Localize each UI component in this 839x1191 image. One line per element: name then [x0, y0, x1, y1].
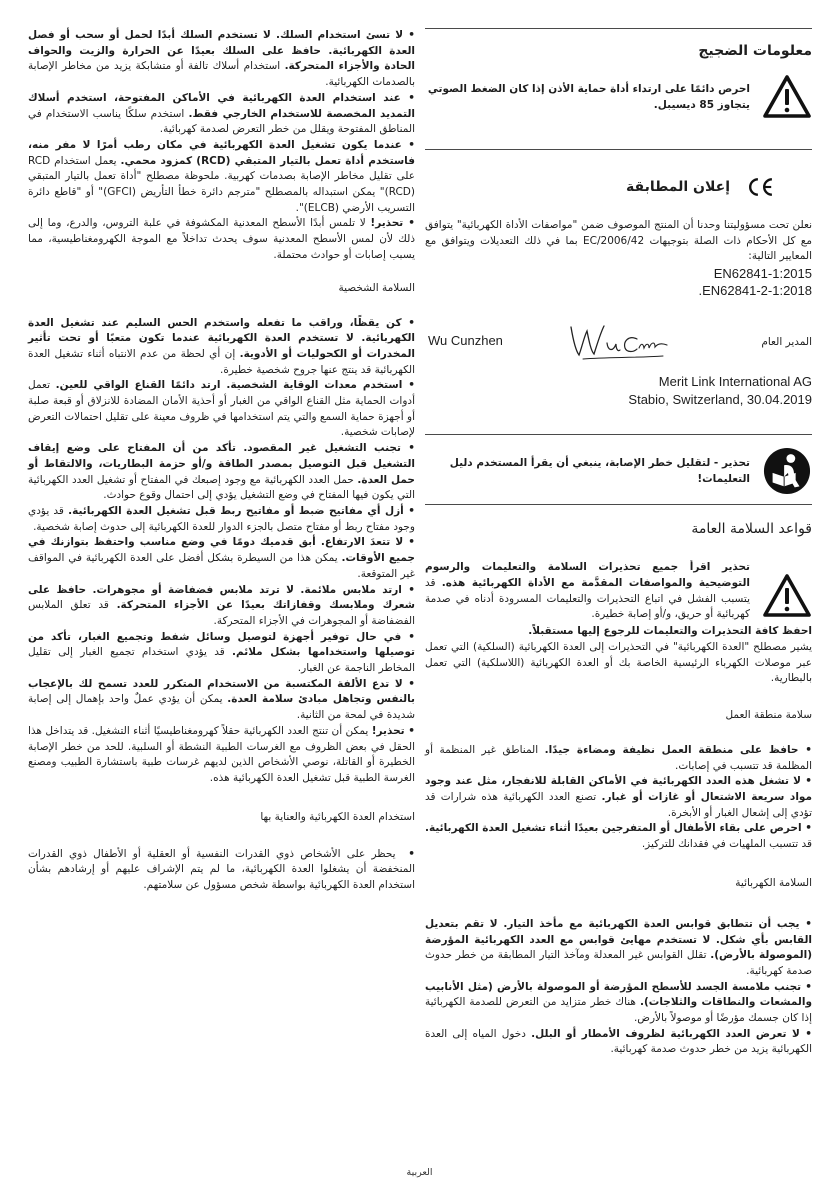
list-item — [425, 821, 812, 852]
work-area-list — [425, 743, 812, 853]
personal-safety-list — [28, 316, 415, 787]
item-bold: لا تعرض العدد الكهربائية لظروف الأمطار أو البلل. — [531, 1027, 800, 1040]
work-area-safety-heading: سلامة منطقة العمل — [725, 708, 812, 721]
item-bold: احرص على بقاء الأطفال أو المتفرجين بعيدًا أثناء تشغيل العدة الكهربائية. — [425, 822, 802, 835]
item-text: إن أي لحظة من عدم الانتباه أثناء تشغيل العدة الكهربائية قد ينتج عنها جروح شخصية خطيرة. — [28, 347, 415, 376]
item-bold: عند استخدام العدة الكهربائية في الأماكن المفتوحة، استخدم أسلاك التمديد المخصصة للاستخدام الخارجي فقط. — [28, 91, 415, 120]
list-item — [28, 28, 415, 91]
list-item — [425, 980, 812, 1027]
item-bold: استخدم معدات الوقاية الشخصية. ارتد دائمًا القناع الواقي للعين. — [55, 379, 403, 392]
manual-warning — [425, 447, 812, 495]
warning-triangle-icon — [762, 572, 812, 620]
item-text: قد يؤدي استخدام تجميع الغبار إلى تقليل المخاطر الناجمة عن الغبار. — [28, 646, 415, 675]
page-footer-language: العربية — [406, 1167, 433, 1178]
list-item — [425, 774, 812, 821]
section-divider — [425, 28, 812, 29]
electrical-safety-heading: السلامة الكهربائية — [735, 876, 812, 889]
general-warning — [425, 560, 812, 624]
general-warning-bold: تحذير اقرأ جميع تحذيرات السلامة والتعليمات والرسوم التوضيحية والمواصفات المقدَّمة مع الأداة الكهربائية هذه. — [425, 561, 750, 589]
item-bold: كن يقظًا، وراقب ما تفعله واستخدم الحس السليم عند تشغيل العدة الكهربائية. لا تستخدم العدة الكهربائية عندما تكون متعبًا أو تحت تأثير المخدرات أو الكحوليات أو الأدوية. — [28, 316, 415, 360]
manual-warning-text: تحذير - لتقليل خطر الإصابة، ينبغي أن يقرأ المستخدم دليل التعليمات! — [449, 457, 750, 486]
list-item — [28, 138, 415, 217]
power-tool-term-note: يشير مصطلح "العدة الكهربائية" في التحذيرات إلى العدة الكهربائية (السلكية) التي تعمل عبر موصلات الكهرباء الرئيسية الخاصة بك أو العدة الكهربائية (اللاسلكية) التي تعمل بالبطارية. — [425, 640, 812, 685]
list-item — [28, 504, 415, 535]
item-text: يمكن أن يؤدي عملٌ واحد بإهمال إلى إصابة شديدة في لمحة من الثانية. — [28, 693, 415, 722]
right-column — [425, 28, 812, 1058]
item-text: حمل العدد الكهربائية مع وجود إصبعك في المفتاح أو تشغيل العدد الكهربائية التي يكون فيها المفتاح في وضع التشغيل يؤدي إلى احتمال وقوع حوادث. — [28, 473, 415, 502]
item-bold: لا تشغل هذه العدد الكهربائية في الأماكن القابلة للانفجار، مثل عند وجود مواد سريعة الاشتعال أو غازات أو غبار. — [425, 775, 812, 804]
signatory-title: المدير العام — [761, 336, 812, 349]
item-text: هناك خطر متزايد من التعرض للصدمة الكهربائية إذا كان جسمك مؤرضًا أو موصولاً بالأرض. — [425, 996, 812, 1025]
item-bold: يجب أن تتطابق قوابس العدة الكهربائية مع مأخذ التيار. لا تقم بتعديل القابس بأي شكل. لا تستخدم مهايئ قوابس مع العدد الكهربائية المؤرضة (الموصولة بالأرض). — [425, 917, 812, 962]
list-item — [28, 630, 415, 677]
item-text: دخول المياه إلى العدة الكهربائية يزيد من خطر حدوث صدمة كهربائية. — [425, 1027, 812, 1056]
item-text: قد يؤدي وجود مفتاح ربط أو مفتاح متصل بالجزء الدوار للعدة الكهربائية إلى حدوث إصابة شخصية. — [28, 504, 415, 533]
list-item — [28, 441, 415, 504]
conformity-statement: نعلن تحت مسؤوليتنا وحدنا أن المنتج الموصوف ضمن "مواصفات الأداة الكهربائية" يتوافق مع كل الأحكام ذات الصلة بتوجيهات 2006/42/EC بما في ذلك التعديلات ويتوافق مع المعايير التالية: — [425, 219, 812, 263]
list-item — [28, 724, 415, 787]
tool-use-care-heading: استخدام العدة الكهربائية والعناية بها — [260, 810, 415, 823]
conformity-heading-row — [425, 176, 812, 198]
signatory-name: Wu Cunzhen — [428, 333, 503, 349]
list-item — [28, 535, 415, 582]
list-item — [425, 1027, 812, 1058]
warning-triangle-icon — [762, 73, 812, 121]
general-rules-heading: قواعد السلامة العامة — [691, 521, 812, 538]
personal-safety-heading: السلامة الشخصية — [338, 281, 415, 294]
item-text: يحظر على الأشخاص ذوي القدرات النفسية أو العقلية أو الأطفال ذوي القدرات المنخفضة أن يشغلوا العدة الكهربائية، ما لم يتم الإشراف عليهم أو إرشادهم بشأن استخدام العدة الكهربائية بواسطة شخص مسؤول عن سلامتهم. — [28, 847, 415, 892]
list-item — [28, 847, 415, 894]
electrical-safety-list-continued — [28, 28, 415, 264]
company-name: Merit Link International AG — [658, 374, 812, 390]
item-bold: لا تدع الألفة المكتسبة من الاستخدام المتكرر للعدد تسمح لك بالإعجاب بالنفس وتجاهل مبادئ سلامة العدة. — [28, 677, 415, 706]
save-instructions-note: احفظ كافة التحذيرات والتعليمات للرجوع إليها مستقبلاً. — [528, 625, 812, 638]
item-bold: في حال توفير أجهزة لتوصيل وسائل شفط وتجميع الغبار، تأكد من توصيلها واستخدامها بشكل ملائم. — [28, 630, 415, 659]
place-date: Stabio, Switzerland, 30.04.2019 — [628, 392, 812, 408]
item-bold: تحذير! — [370, 217, 404, 230]
item-text: قد تتسبب الملهيات في فقدانك للتركيز. — [641, 838, 812, 851]
general-warning-body: قد يتسبب الفشل في اتباع التحذيرات والتعليمات المسرودة أدناه في صدمة كهربائية أو حريق، و/أو إصابة خطيرة. — [425, 576, 750, 621]
general-warning-text — [425, 560, 812, 623]
electrical-safety-list — [425, 917, 812, 1058]
item-bold: عندما يكون تشغيل العدة الكهربائية في مكان رطب أمرًا لا مفر منه، فاستخدم أداة تعمل بالتيار المتبقي (RCD) كمزود محمي. — [28, 138, 416, 167]
item-bold: لا تتعدَ الارتفاع. أبق قدميك دومًا في وضع مناسب واحتفظ بتوازنك في جميع الأوقات. — [28, 536, 415, 565]
list-item — [28, 378, 415, 441]
item-bold: تجنب التشغيل غير المقصود. تأكد من أن المفتاح على وضع إيقاف التشغيل قبل التوصيل بمصدر الطاقة و/أو حزمة البطاريات، والالتقاط أو حمل العدة. — [28, 442, 415, 486]
section-divider — [425, 504, 812, 505]
list-item — [28, 316, 415, 379]
standard-line: .EN62841-2-1:2018 — [698, 283, 812, 299]
list-item — [28, 583, 415, 630]
item-bold: تجنب ملامسة الجسد للأسطح المؤرضة أو الموصولة بالأرض (مثل الأنابيب والمشعات والنطاقات والثلاجات). — [425, 980, 812, 1009]
list-item — [425, 743, 812, 774]
standard-line: EN62841-1:2015 — [713, 266, 812, 282]
tool-use-care-list — [28, 847, 415, 894]
list-item — [28, 216, 415, 263]
item-text: قد تعلق الملابس الفضفاضة أو المجوهرات في الأجزاء المتحركة. — [28, 599, 415, 627]
noise-info-heading: معلومات الضجيج — [698, 43, 812, 59]
left-column — [28, 28, 415, 894]
section-divider — [425, 434, 812, 435]
item-text: استخدام أسلاك تالفة أو متشابكة يزيد من مخاطر الإصابة بالصدمات الكهربائية. — [28, 60, 415, 89]
ce-mark-icon — [746, 176, 774, 198]
item-text: يمكن هذا من السيطرة بشكل أفضل على العدة الكهربائية في المواقف غير المتوقعة. — [28, 552, 415, 580]
list-item — [28, 91, 415, 138]
list-item — [425, 917, 812, 980]
item-text: المناطق غير المنظمة أو المظلمة قد تتسبب في إصابات. — [425, 743, 812, 772]
conformity-heading: إعلان المطابقة — [626, 179, 730, 195]
item-text: يمكن أن تنتج العدد الكهربائية حقلاً كهرومغناطيسيًا أثناء التشغيل. قد يتداخل هذا الحقل في بعض الظروف مع الغرسات الطبية النشطة أو السلبية. للحد من خطر الإصابة الخطيرة أو القاتلة، نوصي الأشخاص الذين لديهم غرسات طبية باستشارة الطبيب ومصنع الغرسة الطبية قبل تشغيل العدة الكهربائية هذه. — [28, 724, 415, 784]
item-bold: حافظ على منطقة العمل نظيفة ومضاءة جيدًا. — [544, 743, 799, 756]
section-divider — [425, 149, 812, 150]
item-text: تقلل القوابس غير المعدلة ومآخذ التيار المطابقة من خطر حدوث صدمة كهربائية. — [425, 949, 812, 977]
item-text: استخدم سلكًا يناسب الاستخدام في المناطق المفتوحة ويقلل من خطر التعرض لصدمة كهربائية. — [28, 107, 415, 136]
noise-warning-text: احرص دائمًا على ارتداء أداة حماية الأذن إذا كان الضغط الصوتي يتجاوز 85 ديسيبل. — [427, 83, 750, 111]
noise-warning — [425, 73, 812, 121]
signature-image — [563, 321, 671, 363]
item-text: لا تلمس أبدًا الأسطح المعدنية المكشوفة في علبة التروس، والدرع، وما إلى ذلك لأن لمس الأسطح المعدنية سوف يحدث تداخلاً مع الموجة الكهرومغناطيسية، مما يسبب إصابات أو حوادث محتملة. — [28, 217, 415, 261]
item-text: يعمل استخدام RCD على تقليل مخاطر الإصابة بصدمات كهربية. ملحوظة مصطلح "أداة تعمل بالتيار المتبقي (RCD)" يمكن استبداله بالمصطلح "مترجم دائرة خطأ التأريض (GFCI)" أو "قاطع دائرة التسريب الأرضي (ELCB)". — [28, 154, 416, 214]
read-manual-icon — [762, 447, 812, 495]
list-item — [28, 677, 415, 724]
item-bold: أزل أي مفاتيح ضبط أو مفاتيح ربط قبل تشغيل العدة الكهربائية. — [68, 504, 404, 517]
item-text: تصنع العدد الكهربائية هذه شرارات قد تؤدي إلى إشعال الغبار أو الأبخرة. — [425, 791, 812, 819]
item-bold: ارتد ملابس ملائمة. لا ترتد ملابس فضفاضة أو مجوهرات. حافظ على شعرك وملابسك وقفازاتك بعيدًا عن الأجزاء المتحركة. — [28, 583, 415, 612]
signature-row — [425, 321, 812, 363]
item-bold: تحذير! — [371, 724, 405, 737]
item-bold: لا تسئ استخدام السلك. لا تستخدم السلك أبدًا لحمل أو سحب أو فصل العدة الكهربائية. حافظ على السلك بعيدًا عن الحرارة والزيت والحواف الحادة والأجزاء المتحركة. — [28, 29, 416, 73]
item-text: تعمل أدوات الحماية مثل القناع الواقي من الغبار أو أحذية الأمان المضادة للانزلاق أو قبعة صلبة أو أجهزة حماية السمع والتي يتم استخدامها في ظروف معينة على تقليل احتمالات التعرض لإصابات شخصية. — [28, 379, 415, 439]
